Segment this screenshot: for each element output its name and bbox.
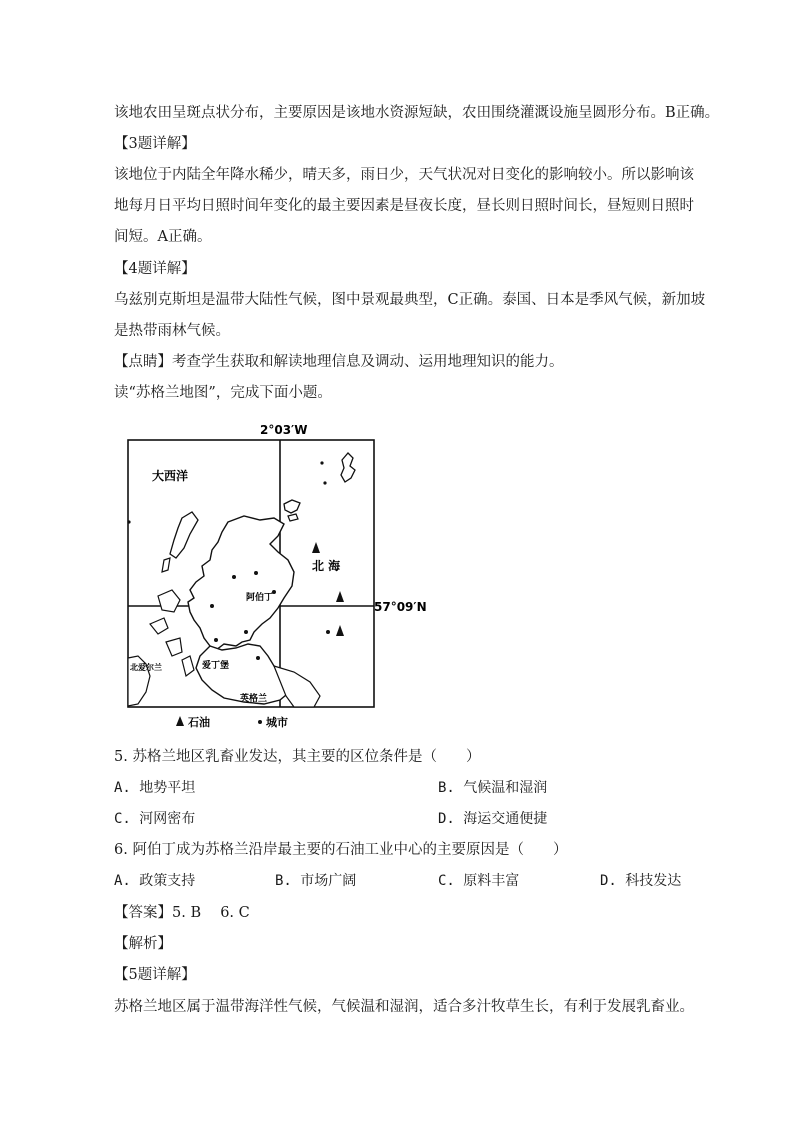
legend-city-label: 城市	[266, 716, 288, 729]
q4-line2: 是热带雨林气候。	[114, 323, 230, 339]
legend-city-symbol	[258, 720, 262, 724]
dianjing: 【点睛】考查学生获取和解读地理信息及调动、运用地理知识的能力。	[114, 354, 564, 370]
q5-option-b: B. 气候温和湿润	[438, 780, 548, 796]
england-label: 英格兰	[240, 694, 268, 704]
legend-oil-label: 石油	[188, 716, 210, 729]
q6-option-b: B. 市场广阔	[275, 873, 357, 889]
analysis-header: 【解析】	[114, 936, 172, 952]
city-dot	[244, 630, 248, 634]
oil-rig-1	[312, 542, 320, 553]
aberdeen-label: 阿伯丁	[246, 593, 274, 603]
north-sea-label: 北 海	[312, 559, 341, 573]
oil-rig-2	[336, 591, 344, 602]
legend-oil-symbol	[176, 716, 184, 726]
q3-line3: 间短。A正确。	[114, 229, 212, 245]
latitude-label: 57°09′N	[374, 600, 427, 614]
city-dot	[214, 638, 218, 642]
q5-option-c: C. 河网密布	[114, 811, 196, 827]
q5-option-a: A. 地势平坦	[114, 780, 196, 796]
q3-line2: 地每月日平均日照时间年变化的最主要因素是昼夜长度，昼长则日照时间长，昼短则日照时	[114, 198, 694, 214]
n-ireland-label: 北爱尔兰	[130, 663, 162, 672]
q5-detail-header: 【5题详解】	[114, 967, 196, 983]
oil-rig-3	[336, 625, 344, 636]
shetland-islands	[341, 453, 355, 482]
q6-option-d: D. 科技发达	[600, 873, 682, 889]
atlantic-label: 大西洋	[152, 469, 189, 483]
city-dot	[256, 656, 260, 660]
longitude-label: 2°03′W	[260, 423, 308, 437]
q6-stem: 6. 阿伯丁成为苏格兰沿岸最主要的石油工业中心的主要原因是（ ）	[114, 842, 568, 858]
q4-header: 【4题详解】	[114, 261, 196, 277]
scotland-mainland	[188, 516, 294, 650]
edinburgh-label: 爱丁堡	[202, 661, 230, 671]
q6-option-c: C. 原料丰富	[438, 873, 520, 889]
q5-detail-text: 苏格兰地区属于温带海洋性气候，气候温和湿润，适合多汁牧草生长，有利于发展乳畜业。	[114, 999, 694, 1015]
outer-hebrides	[170, 512, 198, 558]
scotland-map	[124, 420, 454, 732]
city-dot	[232, 575, 236, 579]
q3-header: 【3题详解】	[114, 136, 196, 152]
answer: 【答案】5. B 6. C	[114, 905, 250, 921]
q5-option-d: D. 海运交通便捷	[438, 811, 548, 827]
city-dot	[254, 571, 258, 575]
q3-line1: 该地位于内陆全年降水稀少，晴天多，雨日少，天气状况对日变化的影响较小。所以影响该	[114, 167, 694, 183]
q4-line1: 乌兹别克斯坦是温带大陆性气候，图中景观最典型，C正确。泰国、日本是季风气候，新加坡	[114, 292, 706, 308]
orkney-islands	[284, 500, 300, 513]
q6-option-a: A. 政策支持	[114, 873, 196, 889]
city-dot	[210, 604, 214, 608]
read-map-instruction: 读“苏格兰地图”，完成下面小题。	[114, 385, 332, 401]
para1-line1: 该地农田呈斑点状分布，主要原因是该地水资源短缺，农田围绕灌溉设施呈圆形分布。B正确。	[114, 105, 720, 121]
q5-stem: 5. 苏格兰地区乳畜业发达，其主要的区位条件是（ ）	[114, 749, 481, 765]
city-dot	[326, 630, 330, 634]
